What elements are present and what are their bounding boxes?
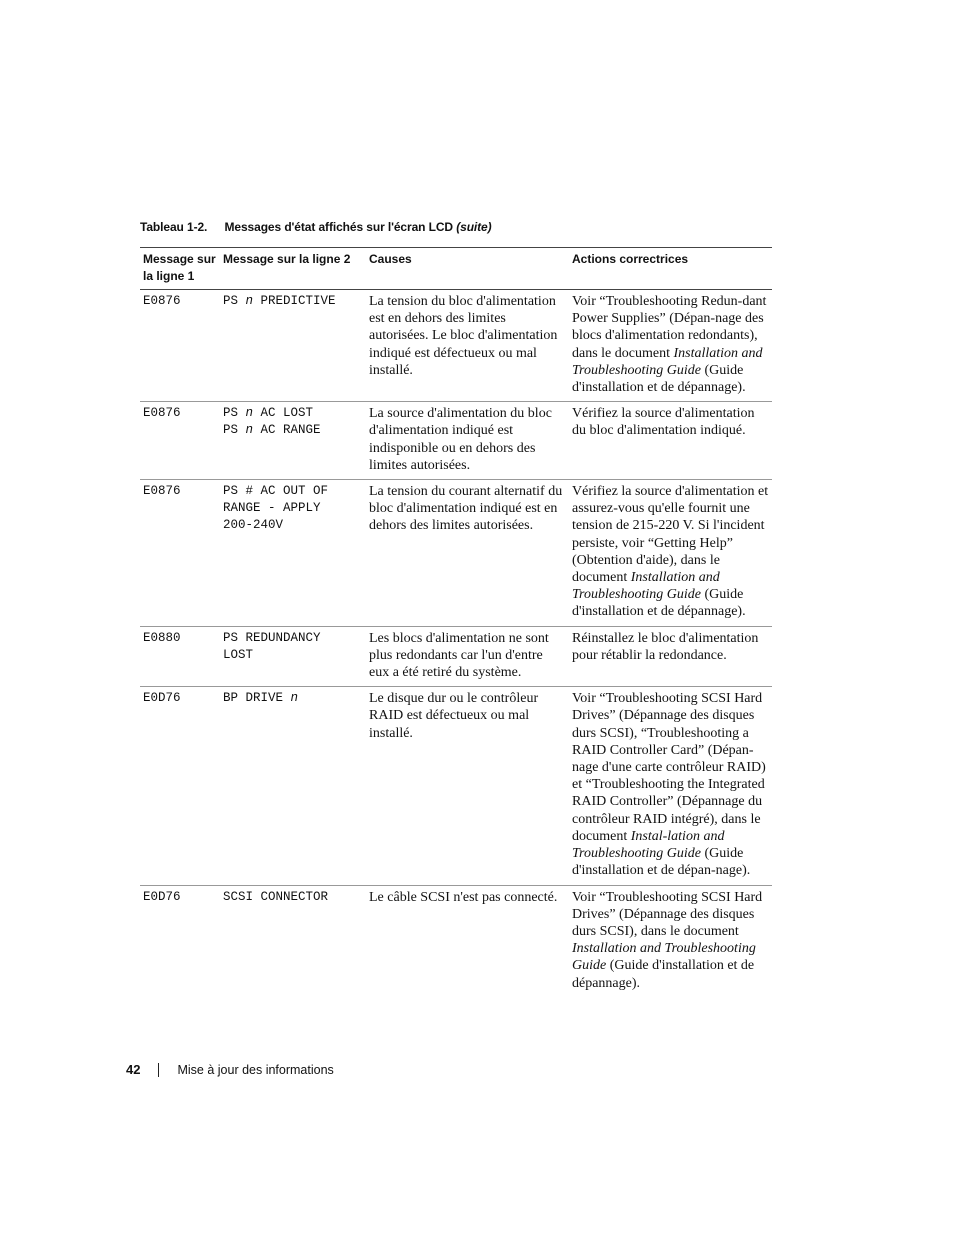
table-body	[140, 290, 772, 997]
table-row	[140, 402, 772, 480]
action-text: Voir “Troubleshooting Redun-dant Power Supplies” (Dépan-nage des blocs d'alimentation redondants), dans le document Installation and Troubleshooting Guide (Guide d'installation et de dépannage).	[569, 290, 772, 402]
table-row	[140, 885, 772, 997]
message-line2: PS n AC LOST PS n AC RANGE	[220, 402, 366, 480]
lcd-messages-table	[140, 247, 772, 997]
cause-text: Le câble SCSI n'est pas connecté.	[369, 889, 558, 905]
header-causes: Causes	[366, 248, 569, 290]
action-text: Vérifiez la source d'alimentation du bloc d'alimentation indiqué.	[569, 402, 772, 480]
message-line1: E0D76	[143, 889, 181, 904]
footer-separator	[158, 1063, 159, 1077]
cause-text: La tension du bloc d'alimentation est en dehors des limites autorisées. Le bloc d'alimentation indiqué est défectueux ou mal installé.	[366, 290, 569, 402]
table-row	[140, 290, 772, 402]
table-title-suffix: (suite)	[456, 220, 492, 234]
table-caption	[140, 220, 492, 234]
header-line1: Message sur la ligne 1	[140, 248, 220, 290]
page-footer	[126, 1062, 334, 1077]
message-line2: PS REDUNDANCY LOST	[220, 626, 366, 687]
table-title: Messages d'état affichés sur l'écran LCD	[224, 220, 453, 234]
cause-text: La tension du courant alternatif du bloc d'alimentation indiqué est en dehors des limites autorisées.	[366, 480, 569, 627]
cause-text: La source d'alimentation du bloc d'alimentation indiqué est indisponible ou en dehors des limites autorisées.	[366, 402, 569, 480]
cause-text: Les blocs d'alimentation ne sont plus redondants car l'un d'entre eux a été retiré du système.	[366, 626, 569, 687]
message-line1: E0D76	[140, 687, 220, 885]
table-number: Tableau 1-2.	[140, 220, 208, 234]
table-row	[140, 687, 772, 885]
table-header-row	[140, 248, 772, 290]
action-text: Voir “Troubleshooting SCSI Hard Drives” (Dépannage des disques durs SCSI), “Troubleshooting a RAID Controller Card” (Dépan-nage d'une carte contrôleur RAID) et “Troubleshooting the Integrated RAID Controller” (Dépannage du contrôleur RAID intégré), dans le document Instal-lation and Troubleshooting Guide (Guide d'installation et de dépan-nage).	[569, 687, 772, 885]
action-text: Réinstallez le bloc d'alimentation pour rétablir la redondance.	[569, 626, 772, 687]
message-line1: E0876	[140, 402, 220, 480]
message-line1: E0876	[140, 480, 220, 627]
message-line1: E0876	[140, 290, 220, 402]
message-line2: BP DRIVE n	[220, 687, 366, 885]
message-line1: E0880	[140, 626, 220, 687]
page-number: 42	[126, 1062, 141, 1077]
cause-text: Le disque dur ou le contrôleur RAID est défectueux ou mal installé.	[366, 687, 569, 885]
message-line2: PS n PREDICTIVE	[220, 290, 366, 402]
message-line2: PS # AC OUT OF RANGE - APPLY 200-240V	[220, 480, 366, 627]
action-text: Vérifiez la source d'alimentation et assurez-vous qu'elle fournit une tension de 215-220 V. Si l'incident persiste, voir “Getting Help” (Obtention d'aide), dans le document Installation and Troubleshooting Guide (Guide d'installation et de dépannage).	[569, 480, 772, 627]
header-line2: Message sur la ligne 2	[220, 248, 366, 290]
header-actions: Actions correctrices	[569, 248, 772, 290]
message-line2: SCSI CONNECTOR	[223, 889, 329, 904]
action-text: Voir “Troubleshooting SCSI Hard Drives” (Dépannage des disques durs SCSI), dans le document Installation and Troubleshooting Guide (Guide d'installation et de dépannage).	[572, 889, 763, 991]
footer-section-title: Mise à jour des informations	[177, 1063, 334, 1077]
table-row	[140, 480, 772, 627]
table-row	[140, 626, 772, 687]
